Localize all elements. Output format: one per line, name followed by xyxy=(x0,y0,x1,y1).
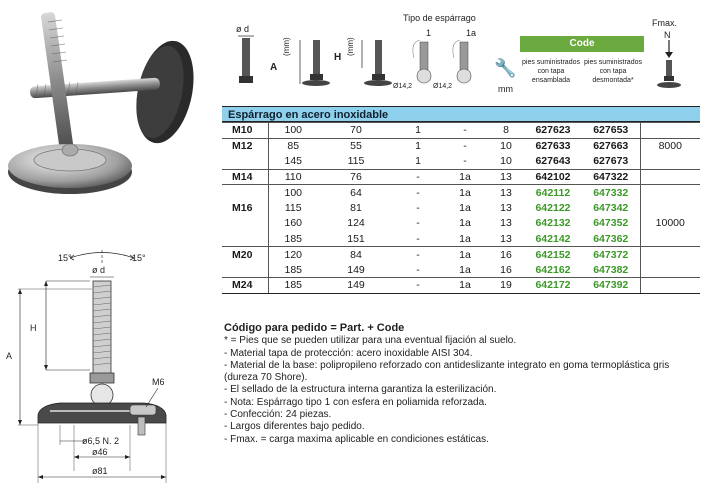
table-row xyxy=(222,231,700,247)
table-header-icons xyxy=(220,0,702,104)
cell-wrench: 13 xyxy=(488,169,524,185)
cell-size xyxy=(222,216,268,232)
note-line: - Confección: 24 piezas. xyxy=(224,409,332,421)
cell-size xyxy=(222,154,268,170)
ball-dia-1: Ø14,2 xyxy=(393,83,413,90)
cell-type1a: 1a xyxy=(459,232,471,245)
cell-size: M20 xyxy=(222,247,268,263)
stud-type-1a: 1a xyxy=(466,28,477,38)
cell-h: 55 xyxy=(318,138,394,154)
cell-type1: - xyxy=(416,201,420,214)
table-row xyxy=(222,216,700,232)
cell-a: 145 xyxy=(284,155,303,167)
cell-code1: 642112 xyxy=(524,185,582,201)
cell-wrench: 19 xyxy=(488,278,524,294)
cell-type1a: 1a xyxy=(442,247,488,263)
note-line: - Nota: Espárrago tipo 1 con esfera en poliamida reforzada. xyxy=(224,396,487,408)
cell-type1a: 1a xyxy=(459,201,471,214)
cell-code1: 642142 xyxy=(535,232,571,245)
header-h-label: H xyxy=(334,52,342,63)
cell-code2: 647372 xyxy=(582,247,640,263)
cell-wrench: 13 xyxy=(500,201,512,214)
wrench-unit: mm xyxy=(498,84,513,94)
cell-type1: 1 xyxy=(394,123,442,139)
cell-code1: 627633 xyxy=(524,138,582,154)
cell-code2: 647352 xyxy=(582,216,640,232)
a-dimension-label: A xyxy=(6,351,13,361)
header-dia-label: ø d xyxy=(236,24,250,34)
cell-code1: 642102 xyxy=(524,169,582,185)
cell-code2: 647362 xyxy=(582,231,640,247)
cell-h: 76 xyxy=(318,169,394,185)
cell-a: 110 xyxy=(268,169,318,185)
cell-type1a: - xyxy=(463,155,467,167)
cell-a: 100 xyxy=(268,185,318,201)
cell-a: 120 xyxy=(268,247,318,263)
cell-h: 149 xyxy=(347,263,365,276)
table-row xyxy=(222,200,700,216)
notes-title: Código para pedido = Part. + Code xyxy=(224,322,405,334)
cell-code2: 647322 xyxy=(582,169,640,185)
cell-fmax xyxy=(640,231,700,247)
cell-wrench: 13 xyxy=(488,185,524,201)
table-row xyxy=(222,247,700,263)
cell-type1: - xyxy=(394,278,442,294)
ball-dia-1a: Ø14,2 xyxy=(433,83,453,90)
stud-diameter-label: ø d xyxy=(92,265,106,275)
cell-wrench: 13 xyxy=(500,217,512,230)
cell-wrench: 10 xyxy=(500,155,512,167)
cell-code1: 627623 xyxy=(524,123,582,139)
cell-h: 124 xyxy=(347,217,365,230)
note-line: - Largos diferentes bajo pedido. xyxy=(224,421,365,433)
cell-code2: 627663 xyxy=(582,138,640,154)
cell-type1: - xyxy=(394,247,442,263)
table-row xyxy=(222,185,700,201)
cell-size xyxy=(222,185,268,201)
cell-type1: 1 xyxy=(415,155,421,167)
m6-label: M6 xyxy=(152,377,165,387)
cell-type1a: 1a xyxy=(442,278,488,294)
cell-size: M14 xyxy=(222,169,268,185)
header-a-unit: (mm) xyxy=(282,37,291,56)
code-col1-caption: pies suministrados con tapa ensamblada xyxy=(522,59,580,84)
cell-code2: 647392 xyxy=(582,278,640,294)
cell-type1: - xyxy=(416,263,420,276)
cell-wrench: 16 xyxy=(488,247,524,263)
cell-size xyxy=(222,262,268,278)
cell-size xyxy=(222,231,268,247)
stud-type-1: 1 xyxy=(426,28,432,38)
table-row xyxy=(222,278,700,294)
cell-code1: 642162 xyxy=(535,263,571,276)
cell-fmax xyxy=(640,247,700,263)
hole-label: ø6,5 N. 2 xyxy=(82,436,120,446)
cell-a: 115 xyxy=(284,201,302,214)
cell-wrench: 16 xyxy=(500,263,512,276)
cell-a: 160 xyxy=(284,217,303,230)
cell-type1a: 1a xyxy=(442,185,488,201)
section-title: Espárrago en acero inoxidable xyxy=(222,106,700,122)
cell-h: 149 xyxy=(318,278,394,294)
cell-code1: 642152 xyxy=(524,247,582,263)
cell-code1: 642172 xyxy=(524,278,582,294)
stud-type-title: Tipo de espárrago xyxy=(403,13,476,23)
product-photo xyxy=(0,0,215,205)
code-header: Code xyxy=(520,36,644,52)
cell-type1: - xyxy=(394,185,442,201)
cell-type1: - xyxy=(394,169,442,185)
h-dimension-label: H xyxy=(30,323,37,333)
note-line: - El sellado de la estructura interna garantiza la esterilización. xyxy=(224,384,497,396)
cell-h: 81 xyxy=(350,201,362,214)
product-table-grid xyxy=(222,122,700,294)
cell-fmax xyxy=(640,169,700,185)
note-line: - Material tapa de protección: acero inoxidable AISI 304. xyxy=(224,347,473,359)
cell-h: 64 xyxy=(318,185,394,201)
table-row xyxy=(222,123,700,139)
product-table xyxy=(222,106,700,294)
cell-fmax xyxy=(640,200,700,216)
cell-type1: - xyxy=(416,217,420,230)
note-line: - Material de la base: polipropileno reforzado con antideslizante integrato en goma termoplástica gris (dureza 70 Shore). xyxy=(224,359,670,384)
table-row xyxy=(222,169,700,185)
cell-type1a: 1a xyxy=(442,169,488,185)
stud-length-a-icon xyxy=(298,38,332,88)
stud-type-icons xyxy=(400,38,480,86)
cell-code1: 642132 xyxy=(535,217,571,230)
cell-code2: 627653 xyxy=(582,123,640,139)
cell-type1: 1 xyxy=(394,138,442,154)
cell-code2: 627673 xyxy=(582,154,640,170)
notes xyxy=(224,322,700,446)
load-arrow-icon xyxy=(654,40,684,90)
stud-length-h-icon xyxy=(360,38,394,88)
cell-h: 84 xyxy=(318,247,394,263)
cell-fmax xyxy=(640,123,700,139)
cell-fmax xyxy=(640,185,700,201)
stud-dia-icon xyxy=(234,34,258,88)
cell-type1: - xyxy=(416,232,420,245)
table-row xyxy=(222,154,700,170)
cell-size: M24 xyxy=(222,278,268,294)
cell-a: 100 xyxy=(268,123,318,139)
cell-fmax: 8000 xyxy=(640,138,700,154)
cell-wrench: 10 xyxy=(488,138,524,154)
cell-a: 185 xyxy=(284,232,303,245)
base81-label: ø81 xyxy=(92,466,108,476)
cell-fmax: 10000 xyxy=(655,217,685,230)
table-row xyxy=(222,138,700,154)
cell-wrench: 13 xyxy=(500,232,512,245)
cell-fmax xyxy=(640,278,700,294)
angle-left-label: 15° xyxy=(58,253,72,263)
cell-type1a: - xyxy=(442,123,488,139)
angle-right-label: 15° xyxy=(132,253,146,263)
cell-fmax xyxy=(640,262,700,278)
technical-drawing xyxy=(0,245,215,489)
cell-code1: 627643 xyxy=(535,155,571,167)
wrench-icon: 🔧 xyxy=(494,58,517,78)
cell-a: 85 xyxy=(268,138,318,154)
header-h-unit: (mm) xyxy=(346,37,355,56)
cell-fmax xyxy=(640,154,700,170)
fmax-unit: N xyxy=(664,30,671,40)
cell-wrench: 8 xyxy=(488,123,524,139)
cell-type1a: 1a xyxy=(459,217,471,230)
cell-h: 151 xyxy=(347,232,365,245)
fmax-label: Fmax. xyxy=(652,18,678,28)
cell-size: M16 xyxy=(222,200,268,216)
table-row xyxy=(222,262,700,278)
base46-label: ø46 xyxy=(92,447,108,457)
cell-code1: 642122 xyxy=(535,201,571,214)
cell-type1a: 1a xyxy=(459,263,471,276)
cell-size: M12 xyxy=(222,138,268,154)
cell-type1a: - xyxy=(442,138,488,154)
cell-h: 115 xyxy=(347,155,365,167)
cell-size: M10 xyxy=(222,123,268,139)
cell-code2: 647342 xyxy=(582,200,640,216)
cell-a: 185 xyxy=(284,263,303,276)
cell-h: 70 xyxy=(318,123,394,139)
note-line: - Fmax. = carga maxima aplicable en condiciones estáticas. xyxy=(224,433,489,445)
cell-code2: 647382 xyxy=(582,262,640,278)
header-a-label: A xyxy=(270,62,278,73)
code-col2-caption: pies suministrados con tapa desmontada* xyxy=(584,59,642,84)
cell-code2: 647332 xyxy=(582,185,640,201)
note-line: * = Pies que se pueden utilizar para una eventual fijación al suelo. xyxy=(224,335,517,347)
cell-a: 185 xyxy=(268,278,318,294)
